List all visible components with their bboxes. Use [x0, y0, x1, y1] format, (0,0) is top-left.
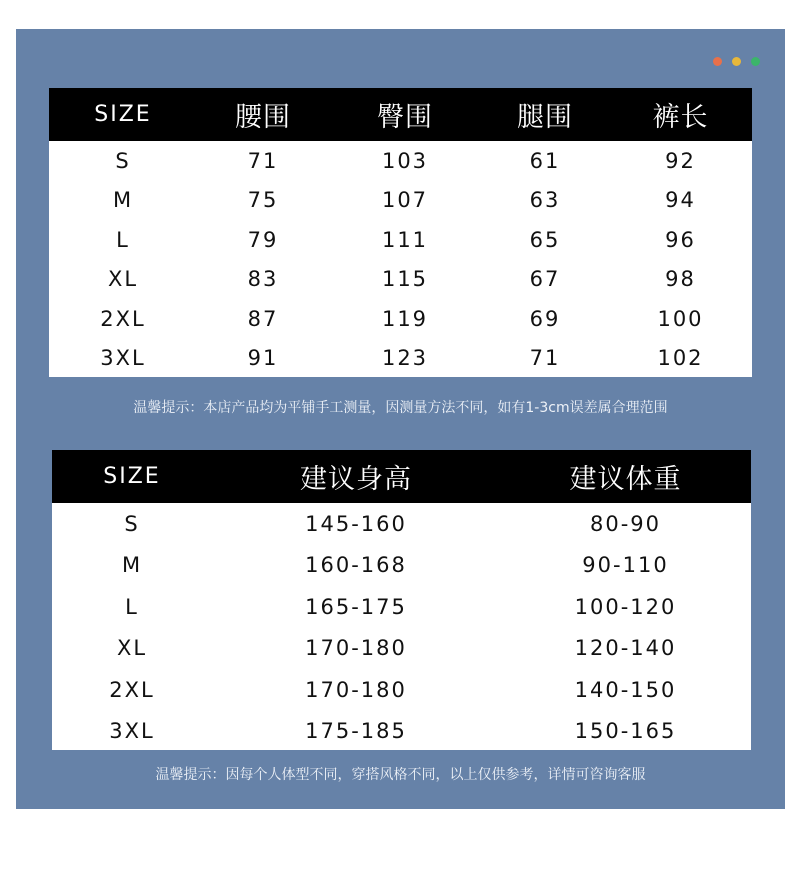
cell-waist: 91: [247, 346, 279, 371]
cell-length: 92: [665, 148, 696, 173]
cell-size: S: [115, 148, 131, 173]
orange-dot-icon: [713, 57, 722, 66]
header-hip: 臀围: [377, 102, 433, 133]
cell-length: 98: [665, 267, 696, 292]
cell-size: XL: [107, 267, 139, 292]
table-row: [52, 628, 751, 670]
cell-hip: 119: [381, 306, 429, 331]
header-waist: 腰围: [235, 102, 291, 133]
cell-weight: 100-120: [574, 594, 677, 619]
cell-hip: 103: [381, 148, 429, 173]
cell-size: S: [124, 511, 140, 536]
cell-height: 145-160: [305, 511, 407, 536]
window-dots: [713, 57, 760, 66]
table-row: [52, 669, 751, 711]
cell-weight: 80-90: [589, 511, 662, 536]
cell-waist: 87: [247, 306, 279, 331]
cell-height: 165-175: [305, 594, 407, 619]
cell-hip: 111: [381, 227, 429, 252]
cell-size: L: [125, 594, 139, 619]
table-row: [49, 299, 752, 339]
cell-length: 96: [665, 227, 696, 252]
measurement-table-header: [49, 88, 752, 141]
table-row: [49, 141, 752, 181]
header-thigh: 腿围: [517, 102, 573, 133]
green-dot-icon: [751, 57, 760, 66]
cell-hip: 115: [381, 267, 429, 292]
cell-size: 3XL: [109, 719, 155, 744]
cell-waist: 75: [247, 188, 279, 213]
cell-weight: 150-165: [574, 719, 677, 744]
cell-thigh: 67: [529, 267, 561, 292]
cell-hip: 107: [381, 188, 429, 213]
header-length: 裤长: [652, 102, 709, 133]
cell-height: 175-185: [305, 719, 407, 744]
cell-weight: 140-150: [574, 677, 677, 702]
cell-thigh: 69: [529, 306, 561, 331]
table-row: [52, 586, 751, 628]
cell-size: 3XL: [100, 346, 146, 371]
cell-weight: 90-110: [582, 553, 669, 578]
measurement-note: 温馨提示：本店产品均为平铺手工测量，因测量方法不同，如有1-3cm误差属合理范围: [133, 400, 668, 416]
cell-hip: 123: [381, 346, 429, 371]
yellow-dot-icon: [732, 57, 741, 66]
fit-note: 温馨提示：因每个人体型不同，穿搭风格不同，以上仅供参考，详情可咨询客服: [155, 767, 646, 783]
table-row: [49, 260, 752, 300]
cell-thigh: 63: [529, 188, 561, 213]
measurement-table: [49, 88, 752, 377]
table-row: [49, 220, 752, 260]
table-row: [52, 545, 751, 587]
cell-thigh: 71: [529, 346, 561, 371]
cell-size: L: [116, 227, 130, 252]
cell-height: 170-180: [305, 677, 407, 702]
cell-weight: 120-140: [574, 636, 677, 661]
recommendation-table-header: [52, 450, 751, 503]
header-weight: 建议体重: [569, 464, 682, 495]
table-row: [49, 181, 752, 221]
cell-size: M: [112, 188, 134, 213]
table-row: [52, 711, 751, 753]
cell-waist: 83: [247, 267, 279, 292]
cell-length: 94: [665, 188, 696, 213]
cell-length: 100: [657, 306, 704, 331]
cell-size: 2XL: [100, 306, 146, 331]
cell-height: 170-180: [305, 636, 407, 661]
header-size: SIZE: [94, 102, 152, 127]
recommendation-table: [52, 450, 751, 750]
cell-size: 2XL: [109, 677, 155, 702]
cell-waist: 71: [247, 148, 279, 173]
cell-length: 102: [657, 346, 704, 371]
header-height: 建议身高: [300, 464, 412, 495]
table-row: [52, 503, 751, 545]
cell-height: 160-168: [305, 553, 407, 578]
table-row: [49, 339, 752, 379]
cell-waist: 79: [247, 227, 279, 252]
cell-thigh: 61: [529, 148, 561, 173]
header-size: SIZE: [103, 464, 161, 489]
cell-size: XL: [116, 636, 148, 661]
cell-thigh: 65: [529, 227, 561, 252]
cell-size: M: [121, 553, 143, 578]
